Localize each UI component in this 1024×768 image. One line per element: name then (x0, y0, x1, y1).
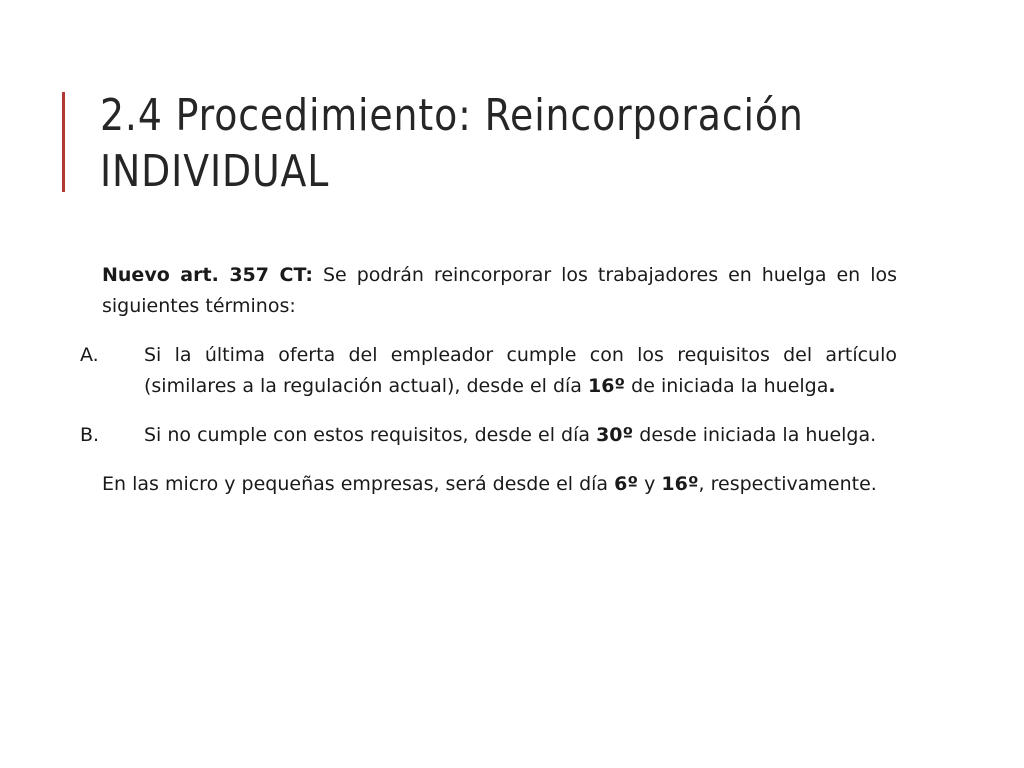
item-b-text-after: desde iniciada la huelga. (633, 424, 877, 446)
intro-paragraph (102, 260, 897, 322)
item-b-bold: 30º (596, 424, 634, 446)
item-a-text-after: de iniciada la huelga (625, 375, 829, 397)
title-line-1: 2.4 Procedimiento: Reincorporación (100, 90, 804, 141)
closing-mid: y (638, 473, 662, 495)
title-line-2: INDIVIDUAL (100, 146, 330, 197)
list-marker-b: B. (80, 424, 100, 446)
slide-title (100, 88, 840, 200)
item-a-text-before: Si la última oferta del empleador cumple con los requisitos del artículo (similares a la regulación actual), desde el día (144, 344, 897, 397)
item-b-text-before: Si no cumple con estos requisitos, desde el día (144, 424, 597, 446)
intro-lead: Nuevo art. 357 CT: (102, 264, 314, 286)
item-a-bold: 16º (587, 375, 626, 397)
slide-content (80, 260, 898, 518)
item-a-tail: . (828, 375, 836, 397)
list-item-b (80, 420, 897, 451)
title-accent-bar (62, 92, 65, 192)
closing-bold-2: 16º (661, 473, 699, 495)
closing-paragraph (102, 469, 897, 500)
list-item-a (80, 340, 897, 402)
closing-bold-1: 6º (614, 473, 639, 495)
intro-text: Se podrán reincorporar los trabajadores en huelga en los siguientes términos: (102, 264, 898, 317)
list-marker-a: A. (80, 344, 99, 366)
closing-text-after: , respectivamente. (698, 473, 877, 495)
closing-text-before: En las micro y pequeñas empresas, será desde el día (102, 473, 615, 495)
